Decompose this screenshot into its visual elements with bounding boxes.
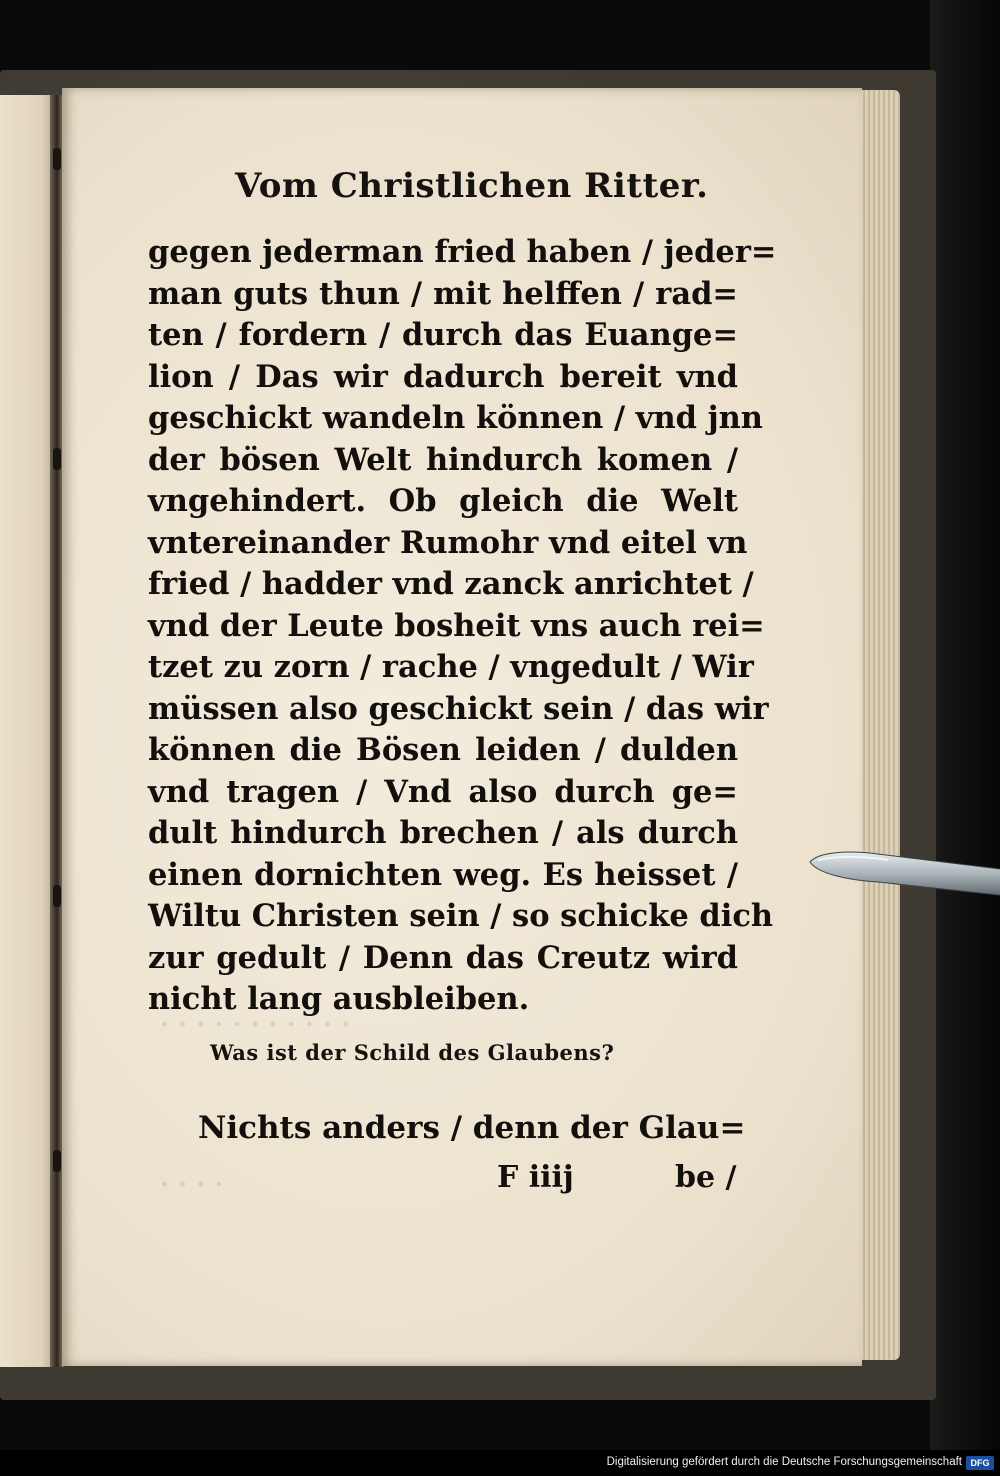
- show-through-text: · · · ·: [160, 1170, 224, 1200]
- footer-credit: Digitalisierung gefördert durch die Deutsche Forschungsgemeinschaft: [606, 1456, 962, 1468]
- text-line: der bösen Welt hindurch komen /: [148, 441, 738, 478]
- left-page-edge: [0, 95, 55, 1367]
- running-head: Vom Christlichen Ritter.: [235, 166, 709, 206]
- text-line: fried / hadder vnd zanck anrichtet /: [148, 566, 754, 602]
- text-line: dult hindurch brechen / als durch: [148, 815, 738, 851]
- text-line: können die Bösen leiden / dulden: [148, 732, 738, 768]
- binding-stitch: [53, 148, 61, 170]
- binding-stitch: [53, 1150, 61, 1172]
- text-line: Wiltu Christen sein / so schicke dich: [148, 898, 774, 934]
- signature-mark: F iiij: [497, 1160, 574, 1195]
- section-heading: Was ist der Schild des Glaubens?: [210, 1040, 615, 1065]
- text-line: ten / fordern / durch das Euange=: [148, 317, 738, 353]
- background-dark-edge: [930, 0, 1000, 1450]
- text-line: vntereinander Rumohr vnd eitel vn: [148, 524, 748, 561]
- text-line: vnd der Leute bosheit vns auch rei=: [148, 607, 765, 644]
- text-line: gegen jederman fried haben / jeder=: [148, 234, 777, 270]
- text-line: müssen also geschickt sein / das wir: [148, 690, 769, 727]
- text-line: vnd tragen / Vnd also durch ge=: [148, 773, 738, 810]
- text-line: einen dornichten weg. Es heisset /: [148, 856, 738, 893]
- text-line: vngehindert. Ob gleich die Welt: [148, 483, 738, 519]
- show-through-text: · · · · · · · · · · ·: [160, 1010, 351, 1040]
- text-line: tzet zu zorn / rache / vngedult / Wir: [148, 649, 754, 685]
- text-line: nicht lang ausbleiben.: [148, 981, 530, 1017]
- page-pointer-icon: [808, 848, 1000, 908]
- dfg-logo: DFG: [966, 1456, 994, 1470]
- binding-stitch: [53, 448, 61, 470]
- text-line: geschickt wandeln können / vnd jnn: [148, 400, 763, 436]
- text-line: zur gedult / Denn das Creutz wird: [148, 939, 738, 976]
- text-line: man guts thun / mit helffen / rad=: [148, 275, 738, 312]
- answer-line: Nichts anders / denn der Glau=: [198, 1110, 746, 1146]
- body-text: [148, 232, 777, 1021]
- binding-stitch: [53, 885, 61, 907]
- catchword: be /: [675, 1160, 737, 1195]
- text-line: lion / Das wir dadurch bereit vnd: [148, 358, 738, 395]
